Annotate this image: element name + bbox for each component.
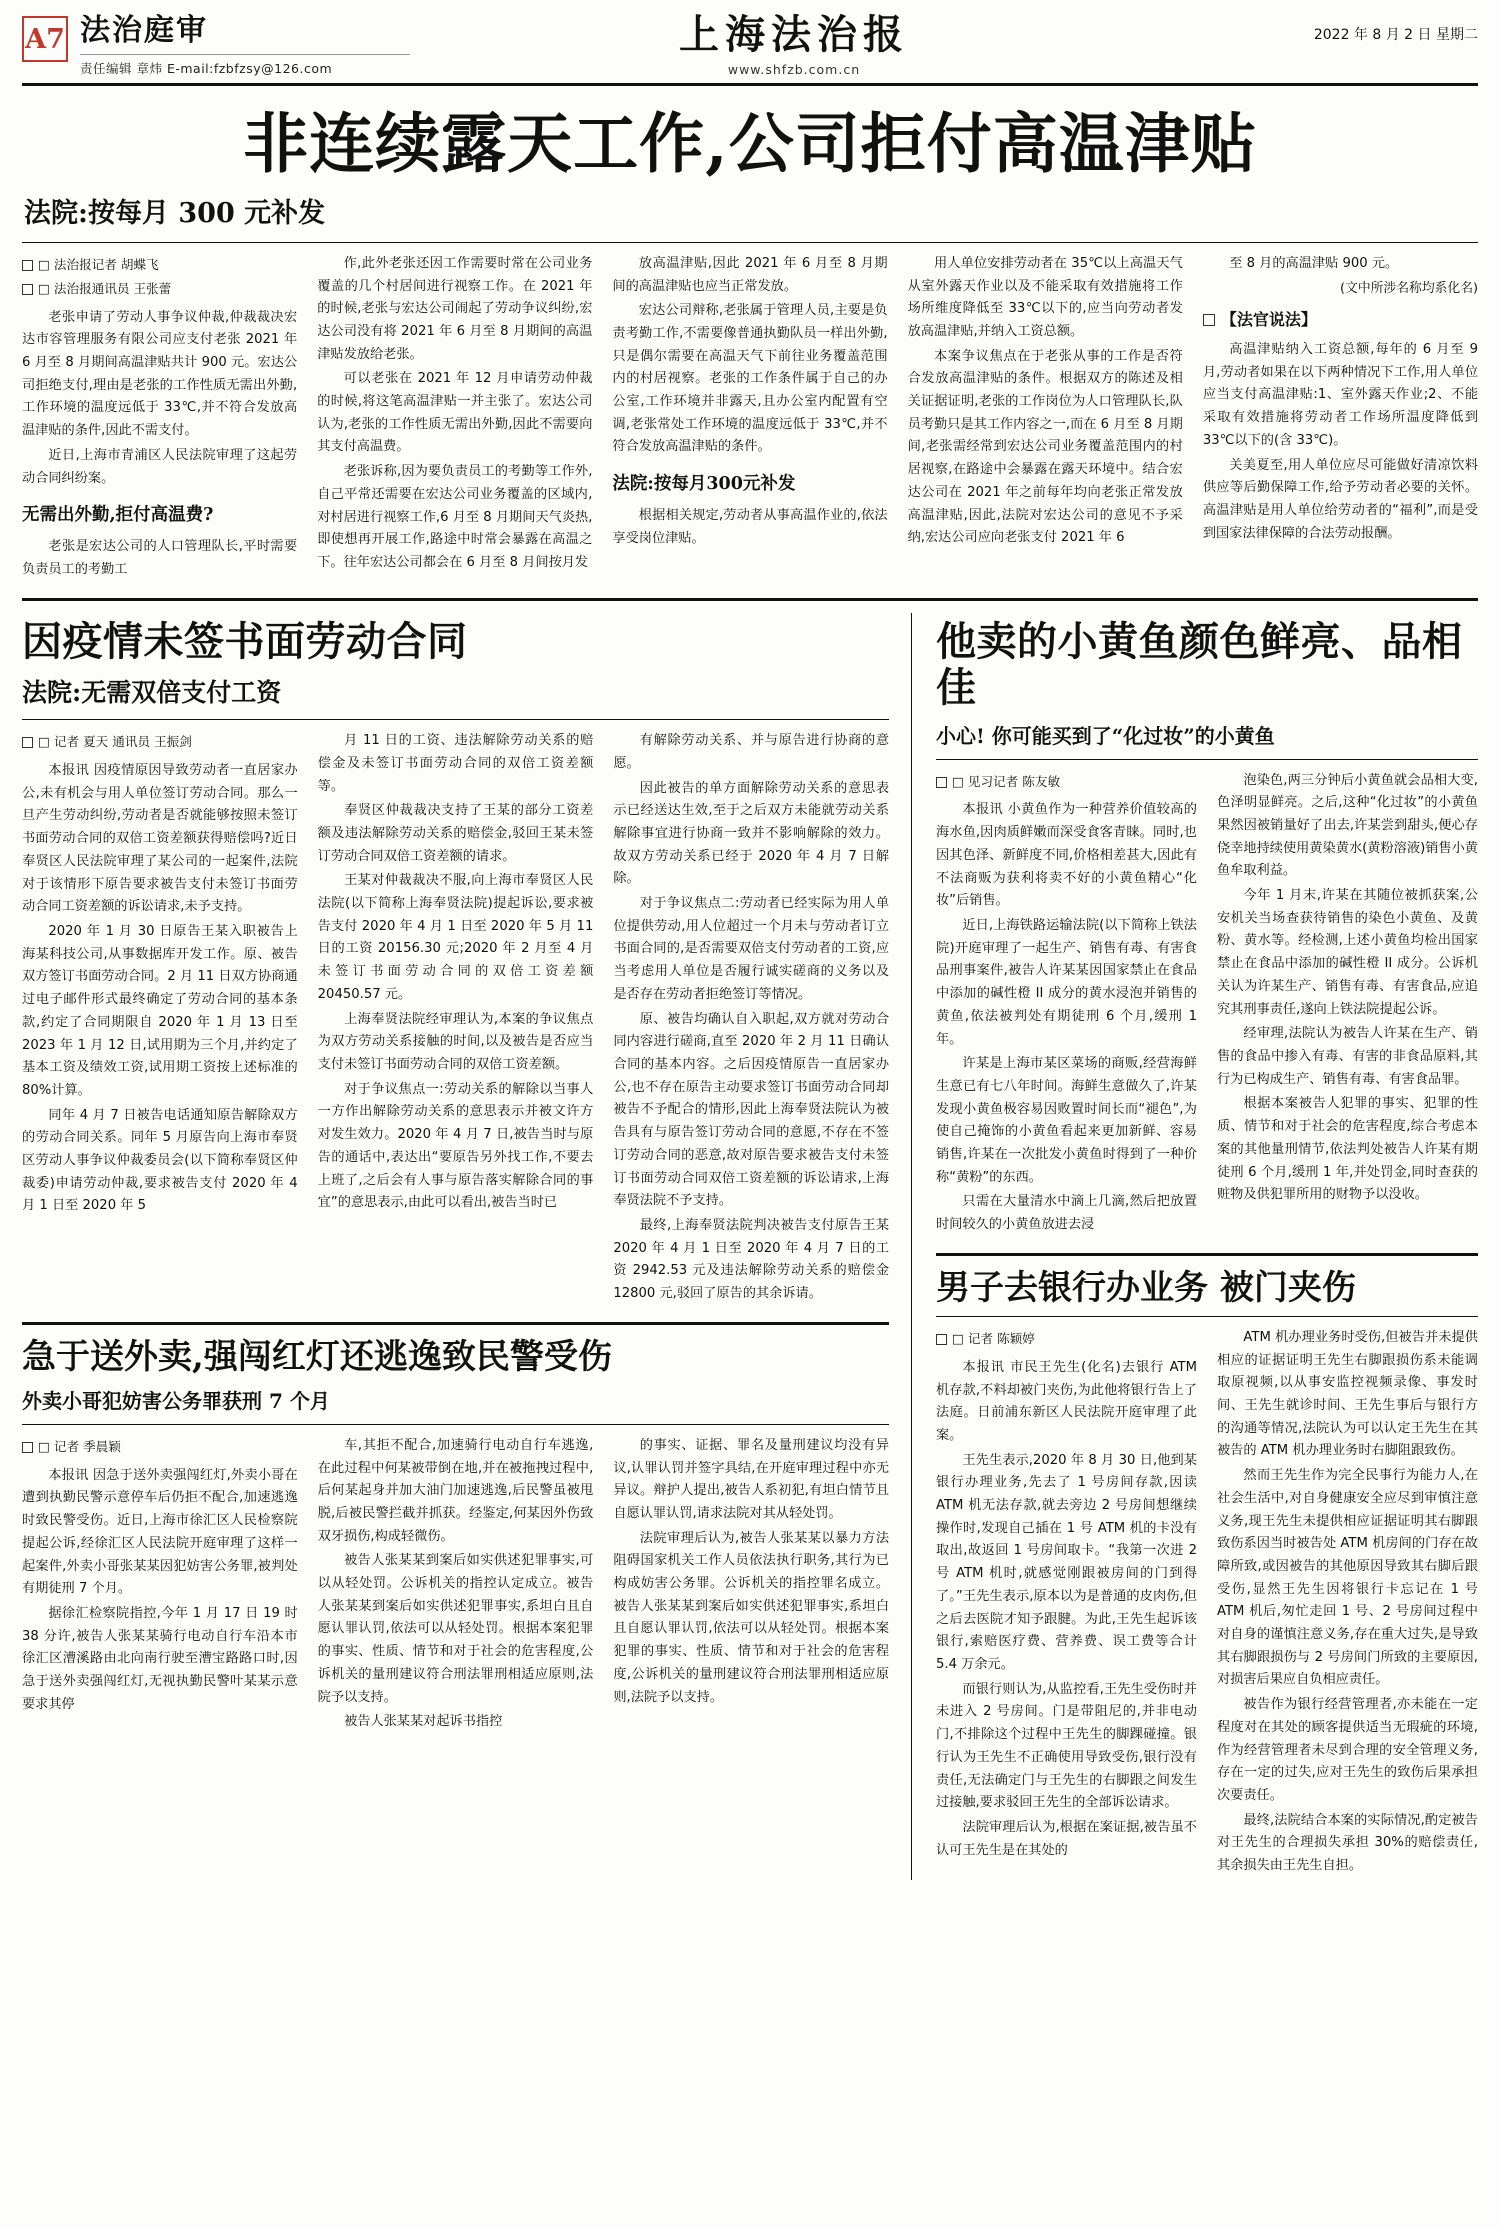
paragraph: 本报讯 因急于送外卖强闯红灯,外卖小哥在遭到执勤民警示意停车后仍拒不配合,加速逃逸时致民警受伤。近日,上海市徐汇区人民检察院提起公诉,经徐汇区人民法院开庭审理了这样一起案件,外卖小哥张某某因犯妨害公务罪,被判处有期徒刑 7 个月。 [22,1467,298,1597]
paragraph: 王先生表示,2020 年 8 月 30 日,他到某银行办理业务,先去了 1 号房间存款,因读 ATM 机无法存款,就去旁边 2 号房间想继续操作时,发现自己插在 1 号 ATM 机的卡没有取出,故返回 1 号房间取卡。“我第一次进 2 号 ATM 机时,就感觉刚跟被房间的门到得了。”王先生表示,原本以为是普通的皮肉伤,但之后去医院才知予跟腱。为此,王先生起诉该银行,索赔医疗费、营养费、误工费等合计 5.4 万余元。 [936,1452,1197,1672]
section-badge: A7 [22,16,68,62]
paragraph: 被告人张某某对起诉书指控 [344,1714,503,1730]
story-two-headline: 因疫情未签书面劳动合同 [22,617,468,665]
paragraph: 高温津贴纳入工资总额,每年的 6 月至 9 月,劳动者如果在以下两种情况下工作,用人单位应当支付高温津贴:1、室外露天作业;2、不能采取有效措施将劳动者工作场所温度降低到 33℃以下的(含 33℃)。 [1202,342,1479,448]
byline-reporter: □ 记者 陈颖婷 [936,1327,1197,1351]
divider [936,759,1478,760]
column-2 [1217,1327,1478,1880]
column-1 [22,253,297,584]
masthead [22,11,1478,86]
story-five-headline: 男子去银行办业务 被门夹伤 [936,1267,1356,1308]
divider [936,1253,1478,1256]
judge-commentary-head: 【法官说法】 [1203,306,1478,334]
divider [936,1316,1478,1317]
paragraph: 本报讯 因疫情原因导致劳动者一直居家办公,未有机会与用人单位签订劳动合同。那么一旦产生劳动纠纷,劳动者是否就能够按照未签订书面劳动合同的双倍工资差额获得赔偿吗?近日奉贤区人民法院审理了某公司的一起案件,法院对于该情形下原告要求被告支付未签订书面劳动合同工资差额的诉讼请求,未予支持。 [22,763,298,915]
paragraph: 的事实、证据、罪名及量刑建议均没有异议,认罪认罚并签字具结,在开庭审理过程中亦无异议。辩护人提出,被告人系初犯,有坦白情节且自愿认罪认罚,请求法院对其从轻处罚。 [613,1437,890,1521]
byline-reporter: □ 记者 季晨颖 [22,1435,298,1459]
paragraph: 然而王先生作为完全民事行为能力人,在社会生活中,对自身健康安全应尽到审慎注意义务,现王先生未提供相应证据证明其右脚跟致伤系因当时被告处 ATM 机房间的门存在故障所致,或因被告的其他原因导致其右脚后跟受伤,显然王先生因将银行卡忘记在 1 号 ATM 机后,匆忙走回 1 号、2 号房间过程中对自身的谨慎注意义务,存在重大过失,是导致其右脚跟损伤与 2 号房间门所致的主要原因,对损害后果应自负相应责任。 [1217,1468,1478,1688]
section-title: 法治庭审 [80,13,208,48]
paragraph: ATM 机办理业务时受伤,但被告并未提供相应的证据证明王先生右脚跟损伤系未能调取原视频,以从事安监控视频录像、事发时间、王先生就诊时间、王先生事后与银行方的沟通等情况,法院认为可以认定王先生在其被告的 ATM 机办理业务时右脚阻跟致伤。 [1217,1329,1478,1459]
column-3 [613,1435,889,1736]
paragraph: 宏达公司辩称,老张属于管理人员,主要是负责考勤工作,不需要像普通执勤队员一样出外勤,只是偶尔需要在高温天气下前往业务覆盖范围内的村居视察。老张的工作条件属于自己的办公室,工作环境并非露天,且办公室内配置有空调,老张常处工作环境的温度远低于 33℃,并不符合发放高温津贴的条件。 [612,303,888,455]
paragraph: 许某是上海市某区菜场的商贩,经营海鲜生意已有七八年时间。海鲜生意做久了,许某发现小黄鱼极容易因败置时间长而“褪色”,为使自己掩饰的小黄鱼看起来更加新鲜、容易销售,许某在一次批发小黄鱼时得到了一种价称“黄粉”的东西。 [936,1056,1197,1185]
story-five-columns [936,1327,1478,1880]
divider [22,719,889,720]
story-three [22,1337,889,1736]
column-1 [936,1327,1197,1880]
paragraph: 对于争议焦点二:劳动者已经实际为用人单位提供劳动,用人位超过一个月未与劳动者订立书面合同的,是否需要双倍支付劳动者的工资,应当考虑用人单位是否履行诚实磋商的义务以及是否存在劳动者拒绝签订等情况。 [613,896,890,1002]
paragraph: 月 11 日的工资、违法解除劳动关系的赔偿金及未签订书面劳动合同的双倍工资差额等。 [317,733,594,794]
paragraph: 放高温津贴,因此 2021 年 6 月至 8 月期间的高温津贴也应当正常发放。 [612,255,888,294]
paragraph: 原、被告均确认自入职起,双方就对劳动合同内容进行磋商,直至 2020 年 2 月 11 日确认合同的基本内容。之后因疫情原告一直居家办公,也不存在原告主动要求签订书面劳动合同却被告不予配合的情形,因此上海奉贤法院认为被告具有与原告签订劳动合同的意愿,不存在不签订劳动合同的恶意,故对原告要求被告支付未签订书面劳动合同双倍工资差额的诉讼请求,上海奉贤法院不予支持。 [613,1011,890,1209]
paragraph: 上海奉贤法院经审理认为,本案的争议焦点为双方劳动关系接触的时间,以及被告是否应当支付未签订书面劳动合同的双倍工资差额。 [317,1011,594,1072]
story-four-subhead: 小心! 你可能买到了“化过妆”的小黄鱼 [936,723,1275,748]
paragraph: 法院审理后认为,被告人张某某以暴力方法阻碍国家机关工作人员依法执行职务,其行为已构成妨害公务罪。公诉机关的指控罪名成立。被告人张某某到案后如实供述犯罪事实,系坦白且自愿认罪认罚,依法可以从轻处罚。根据本案犯罪的事实、性质、情节和对于社会的危害程度,公诉机关的量刑建议符合刑法罪刑相适应原则,法院予以支持。 [613,1530,890,1705]
divider [22,598,1478,601]
story-four-headline: 他卖的小黄鱼颜色鲜亮、品相佳 [936,617,1463,712]
paragraph: 关美夏至,用人单位应尽可能做好清凉饮料供应等后勤保障工作,给予劳动者必要的关怀。高温津贴是用人单位给劳动者的“福利”,而是受到国家法律保障的合法劳动报酬。 [1202,457,1479,541]
paragraph: 有解除劳动关系、并与原告进行协商的意愿。 [613,733,890,771]
byline-reporter: □ 记者 夏天 通讯员 王振剑 [22,730,298,754]
paragraph: 根据相关规定,劳动者从事高温作业的,依法享受岗位津贴。 [612,508,888,546]
paragraph: 被告人张某某到案后如实供述犯罪事实,可以从轻处罚。公诉机关的指控认定成立。被告人张某某到案后如实供述犯罪事实,系坦白且自愿认罪认罚,依法可以从轻处罚。根据本案犯罪的事实、性质、情节和对于社会的危害程度,公诉机关的量刑建议符合刑法罪刑相适应原则,法院予以支持。 [317,1553,594,1705]
paragraph: 近日,上海市青浦区人民法院审理了这起劳动合同纠纷案。 [22,447,298,486]
masthead-left [80,14,410,77]
column-1 [22,730,298,1308]
paragraph: 同年 4 月 7 日被告电话通知原告解除双方的劳动合同关系。同年 5 月原告向上海市奉贤区劳动人事争议仲裁委员会(以下简称奉贤区仲裁委)申请劳动仲裁,要求被告支付 2020 年 4 月 1 日至 2020 年 5 [22,1107,298,1214]
story-lead-sub-b: 法院:按每月300元补发 [612,474,796,495]
paragraph: 车,其拒不配合,加速骑行电动自行车逃逸,在此过程中何某被带倒在地,并在被拖拽过程中,后何某起身并加大油门加速逃逸,后民警虽被甩脱,后被民警拦截并抓获。经鉴定,何某因外伤致双牙损伤,构成轻微伤。 [317,1437,594,1544]
byline [22,1435,298,1459]
byline-reporter: □ 见习记者 陈友敏 [936,770,1197,794]
story-lead-headline: 非连续露天工作,公司拒付高温津贴 [243,106,1257,182]
lower-left [22,613,912,1880]
paragraph: 最终,上海奉贤法院判决被告支付原告王某 2020 年 4 月 1 日至 2020 年 4 月 7 日的工资 2942.53 元及违法解除劳动关系的赔偿金 12800 元,驳回了原告的其余诉请。 [613,1217,890,1302]
story-three-subhead: 外卖小哥犯妨害公务罪获刑 7 个月 [22,1388,330,1413]
column-1 [22,1435,298,1736]
paragraph: 对于争议焦点一:劳动关系的解除以当事人一方作出解除劳动关系的意思表示并被文许方对发生效力。2020 年 4 月 7 日,被告当时与原告的通话中,表达出“要原告另外找工作,不要去上班了,之后会有人事与原告落实解除合同的事宜”的意思表示,由此可以看出,被告当时已 [317,1081,594,1211]
story-three-headline: 急于送外卖,强闯红灯还逃逸致民警受伤 [22,1336,612,1377]
column-3 [612,253,887,584]
byline [936,1327,1197,1351]
paragraph: 老张是宏达公司的人口管理队长,平时需要负责员工的考勤工 [22,539,298,578]
paragraph: 近日,上海铁路运输法院(以下简称上铁法院)开庭审理了一起生产、销售有毒、有害食品刑事案件,被告人许某某因国家禁止在食品中添加的碱性橙 II 成分的黄水浸泡并销售的黄鱼,依法被判处有期徒刑 6 个月,缓刑 1 年。 [936,917,1197,1047]
paragraph: 今年 1 月末,许某在其随位被抓获案,公安机关当场查获待销售的染色小黄鱼、及黄粉、黄水等。经检测,上述小黄鱼均检出国家禁止在食品中添加的碱性橙 II 成分。公诉机关认为许某生产、销售有毒、有害食品,应追究其刑事责任,遂向上铁法院提起公诉。 [1217,888,1478,1017]
divider [22,242,1478,243]
editor-line: 责任编辑 章炜 E-mail:fzbfzsy@126.com [80,54,410,77]
paragraph: 本案争议焦点在于老张从事的工作是否符合发放高温津贴的条件。根据双方的陈述及相关证据证明,老张的工作岗位为人口管理队长,队员考勤只是其工作内容之一,而在 6 月至 8 月期间,老张需经常到宏达公司业务覆盖范围内的村居视察,在路途中会暴露在露天环境中。结合宏达公司在 2021 年之前每年均向老张正常发放高温津贴,因此,法院对宏达公司的意见不予采纳,宏达公司应向老张支付 2021 年 6 [907,348,1183,546]
paragraph: 奉贤区仲裁裁决支持了王某的部分工资差额及违法解除劳动关系的赔偿金,驳回王某未签订劳动合同双倍工资差额的请求。 [317,803,594,864]
story-two [22,619,889,1308]
paragraph: 泡染色,两三分钟后小黄鱼就会品相大变,色泽明显鲜亮。之后,这种“化过妆”的小黄鱼果然因被销量好了出去,许某尝到甜头,便心存侥幸地持续使用黄染黄水(黄粉溶液)销售小黄鱼牟取利益。 [1217,772,1478,879]
divider [22,1322,889,1325]
paragraph: 据徐汇检察院指控,今年 1 月 17 日 19 时 38 分许,被告人张某某骑行电动自行车沿本市徐汇区漕溪路由北向南行驶至漕宝路路口时,因急于送外卖强闯红灯,无视执勤民警叶某某示意要求其停 [22,1605,298,1712]
paragraph: 本报讯 市民王先生(化名)去银行 ATM 机存款,不料却被门夹伤,为此他将银行告上了法庭。日前浦东新区人民法院开庭审理了此案。 [936,1359,1197,1443]
column-3 [613,730,889,1308]
column-2 [1217,770,1478,1239]
paragraph: 只需在大量清水中滴上几滴,然后把放置时间较久的小黄鱼放进去浸 [936,1194,1197,1233]
story-lead-sub-a: 无需出外勤,拒付高温费? [22,505,214,526]
byline [22,730,298,754]
paragraph: 因此被告的单方面解除劳动关系的意思表示已经送达生效,至于之后双方未能就劳动关系解除事宜进行协商一致并不影响解除的效力。故双方劳动关系已经于 2020 年 4 月 7 日解除。 [613,780,890,887]
paragraph: 可以老张在 2021 年 12 月申请劳动仲裁的时候,将这笔高温津贴一并主张了。宏达公司认为,老张的工作性质无需出外勤,因此不需要向其支付高温费。 [317,371,593,455]
paragraph: 被告作为银行经营管理者,亦未能在一定程度对在其处的顾客提供适当无瑕疵的环境,作为经营管理者未尽到合理的安全管理义务,存在一定的过失,应对王先生的致伤后果承担次要责任。 [1217,1697,1478,1803]
paragraph: 用人单位安排劳动者在 35℃以上高温天气从室外露天作业以及不能采取有效措施将工作场所维度降低至 33℃以下的,应当向劳动者发放高温津贴,并纳入工资总额。 [907,255,1183,339]
column-4 [908,253,1183,584]
lower-section [22,613,1478,1880]
column-5 [1203,253,1478,584]
story-lead-subhead: 法院:按每月 300 元补发 [24,197,326,229]
byline [936,770,1197,794]
paper-url[interactable]: www.shfzb.com.cn [727,62,861,77]
byline [22,253,297,301]
story-two-columns [22,730,889,1308]
paragraph: 至 8 月的高温津贴 900 元。 [1229,255,1399,271]
story-four [936,619,1478,1239]
paragraph: 老张申请了劳动人事争议仲裁,仲裁裁决宏达市容管理服务有限公司应支付老张 2021 年 6 月至 8 月期间高温津贴共计 900 元。宏达公司拒绝支付,理由是老张的工作性质无需出外勤,工作环境的温度远低于 33℃,并不符合发放高温津贴的条件,因此不需支付。 [22,309,298,439]
paragraph: 最终,法院结合本案的实际情况,酌定被告对王先生的合理损失承担 30%的赔偿责任,其余损失由王先生自担。 [1217,1812,1478,1874]
paragraph: 老张诉称,因为要负责员工的考勤等工作外,自己平常还需要在宏达公司业务覆盖的区域内,对村居进行视察工作,6 月至 8 月期间天气炎热,即使想再开展工作,路途中时常会暴露在高温之下。往年宏达公司都会在 6 月至 8 月间按月发 [317,464,593,570]
paragraph: 根据本案被告人犯罪的事实、犯罪的性质、情节和对于社会的危害程度,综合考虑本案的其他量刑情节,依法判处被告人许某有期徒刑 6 个月,缓刑 1 年,并处罚金,同时查获的赃物及供犯罪所用的财物予以没收。 [1217,1096,1478,1203]
paragraph: 王某对仲裁裁决不服,向上海市奉贤区人民法院(以下简称上海奉贤法院)提起诉讼,要求被告支付 2020 年 4 月 1 日至 2020 年 5 月 11 日的工资 20156.30 元;2020 年 2 月至 4 月未签订书面劳动合同的双倍工资差额 20450.57 元。 [317,873,594,1002]
masthead-center [410,11,1178,77]
story-five [936,1268,1478,1880]
paragraph: 而银行则认为,从监控看,王先生受伤时并未进入 2 号房间。门是带阻尼的,并非电动门,不排除这个过程中王先生的脚踝碰撞。银行认为王先生不正确使用导致受伤,银行没有责任,无法确定门与王先生的右脚跟之间发生过接触,要求驳回王先生的全部诉讼请求。 [936,1681,1197,1811]
paragraph: 作,此外老张还因工作需要时常在公司业务覆盖的几个村居间进行视察工作。在 2021 年的时候,老张与宏达公司闹起了劳动争议纠纷,宏达公司没有将 2021 年 6 月至 8 月期间的高温津贴发放给老张。 [317,255,593,362]
story-three-columns [22,1435,889,1736]
column-2 [317,253,592,584]
paragraph: 本报讯 小黄鱼作为一种营养价值较高的海水鱼,因肉质鲜嫩而深受食客青睐。同时,也因其色泽、新鲜度不同,价格相差甚大,因此有不法商贩为获利将卖不好的小黄鱼精心“化妆”后销售。 [936,802,1197,909]
column-2 [318,1435,594,1736]
byline-correspondent: □ 法治报通讯员 王张蕾 [22,277,297,301]
byline-reporter: □ 法治报记者 胡蝶飞 [22,253,297,277]
story-two-subhead: 法院:无需双倍支付工资 [22,678,282,708]
story-lead-note: (文中所涉名称均系化名) [1340,280,1479,296]
paragraph: 法院审理后认为,根据在案证据,被告虽不认可王先生是在其处的 [936,1819,1197,1858]
column-1 [936,770,1197,1239]
story-lead [22,108,1478,584]
story-four-columns [936,770,1478,1239]
paragraph: 2020 年 1 月 30 日原告王某入职被告上海某科技公司,从事数据库开发工作。原、被告双方签订书面劳动合同。2 月 11 日双方协商通过电子邮件形式最终确定了劳动合同的基本条款,约定了合同期限自 2020 年 1 月 13 日至 2023 年 1 月 12 日,试用期为三个月,并约定了基本工资及绩效工资,试用期工资按上述标准的 80%计算。 [22,924,298,1098]
paragraph: 经审理,法院认为被告人许某在生产、销售的食品中掺入有毒、有害的非食品原料,其行为已构成生产、销售有毒、有害食品罪。 [1217,1026,1478,1087]
story-lead-columns [22,253,1478,584]
divider [22,1424,889,1425]
paper-name: 上海法治报 [679,11,909,58]
column-2 [318,730,594,1308]
lower-right [936,613,1478,1880]
issue-date: 2022 年 8 月 2 日 星期二 [1313,27,1478,43]
